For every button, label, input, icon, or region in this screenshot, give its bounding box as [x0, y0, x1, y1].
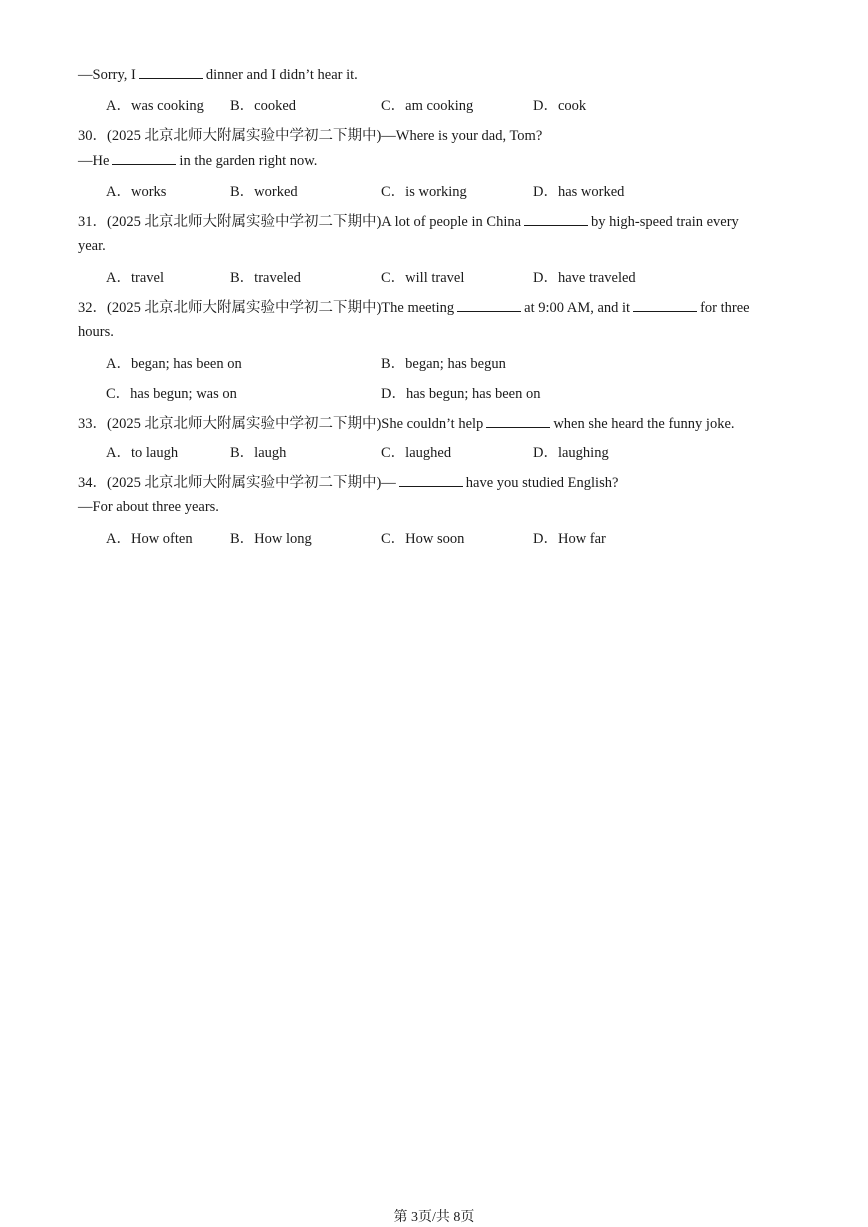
- answer-blank: [112, 152, 176, 165]
- question-30-line-2: [78, 152, 317, 170]
- q29-option-d[interactable]: D．cook: [533, 98, 587, 114]
- q33-option-a[interactable]: A．to laugh: [106, 445, 179, 461]
- q32-option-c[interactable]: C．has begun; was on: [106, 386, 237, 402]
- q33-option-b[interactable]: B．laugh: [230, 445, 287, 461]
- q30-option-c[interactable]: C．is working: [381, 184, 467, 200]
- answer-blank: [486, 415, 550, 428]
- q29-option-c[interactable]: C．am cooking: [381, 98, 474, 114]
- q34-option-c[interactable]: C．How soon: [381, 531, 465, 547]
- q34-option-d[interactable]: D．How far: [533, 531, 606, 547]
- q31-text-pre: 31．(2025 北京北师大附属实验中学初二下期中)A lot of people in China: [78, 214, 522, 230]
- q34-option-a[interactable]: A．How often: [106, 531, 193, 547]
- q32-option-b[interactable]: B．began; has begun: [381, 356, 506, 372]
- q34-text-post: have you studied English?: [465, 475, 619, 491]
- q30-option-a[interactable]: A．works: [106, 184, 167, 200]
- q33-text-pre: 33．(2025 北京北师大附属实验中学初二下期中)She couldn’t help: [78, 416, 484, 432]
- q31-option-a[interactable]: A．travel: [106, 270, 164, 286]
- q32-text-mid: at 9:00 AM, and it: [524, 300, 631, 316]
- question-33-line-1: [78, 412, 735, 433]
- q29-option-a[interactable]: A．was cooking: [106, 98, 204, 114]
- q30-text-post: in the garden right now.: [179, 153, 318, 169]
- q30-option-d[interactable]: D．has worked: [533, 184, 625, 200]
- q29-option-b[interactable]: B．cooked: [230, 98, 297, 114]
- question-31-line-2: year.: [78, 238, 106, 254]
- q33-option-c[interactable]: C．laughed: [381, 445, 452, 461]
- answer-blank: [139, 66, 203, 79]
- q32-option-d[interactable]: D．has begun; has been on: [381, 386, 541, 402]
- q31-option-b[interactable]: B．traveled: [230, 270, 301, 286]
- question-31-line-1: [78, 210, 739, 231]
- answer-blank: [399, 474, 463, 487]
- q34-text-pre: 34．(2025 北京北师大附属实验中学初二下期中)—: [78, 475, 396, 491]
- answer-blank: [524, 213, 588, 226]
- q32-text-pre: 32．(2025 北京北师大附属实验中学初二下期中)The meeting: [78, 300, 455, 316]
- q31-option-c[interactable]: C．will travel: [381, 270, 465, 286]
- q31-text-post: by high-speed train every: [591, 214, 739, 230]
- q30-text-pre: —He: [78, 153, 110, 169]
- q34-option-b[interactable]: B．How long: [230, 531, 312, 547]
- question-32-line-2: hours.: [78, 324, 114, 340]
- answer-blank: [633, 299, 697, 312]
- question-29-line-1: [78, 66, 358, 84]
- page-number: 第 3页/共 8页: [393, 1210, 475, 1225]
- q33-text-post: when she heard the funny joke.: [553, 416, 735, 432]
- q32-option-a[interactable]: A．began; has been on: [106, 356, 242, 372]
- q31-option-d[interactable]: D．have traveled: [533, 270, 636, 286]
- q29-text-pre: —Sorry, I: [78, 67, 136, 83]
- question-34-line-2: —For about three years.: [78, 499, 219, 515]
- question-32-line-1: [78, 296, 750, 317]
- answer-blank: [457, 299, 521, 312]
- question-34-line-1: [78, 471, 618, 492]
- q32-text-post: for three: [700, 300, 750, 316]
- q33-option-d[interactable]: D．laughing: [533, 445, 609, 461]
- question-30-line-1: 30．(2025 北京北师大附属实验中学初二下期中)—Where is your dad, Tom?: [78, 128, 543, 144]
- q29-text-post: dinner and I didn’t hear it.: [205, 67, 358, 83]
- q30-option-b[interactable]: B．worked: [230, 184, 298, 200]
